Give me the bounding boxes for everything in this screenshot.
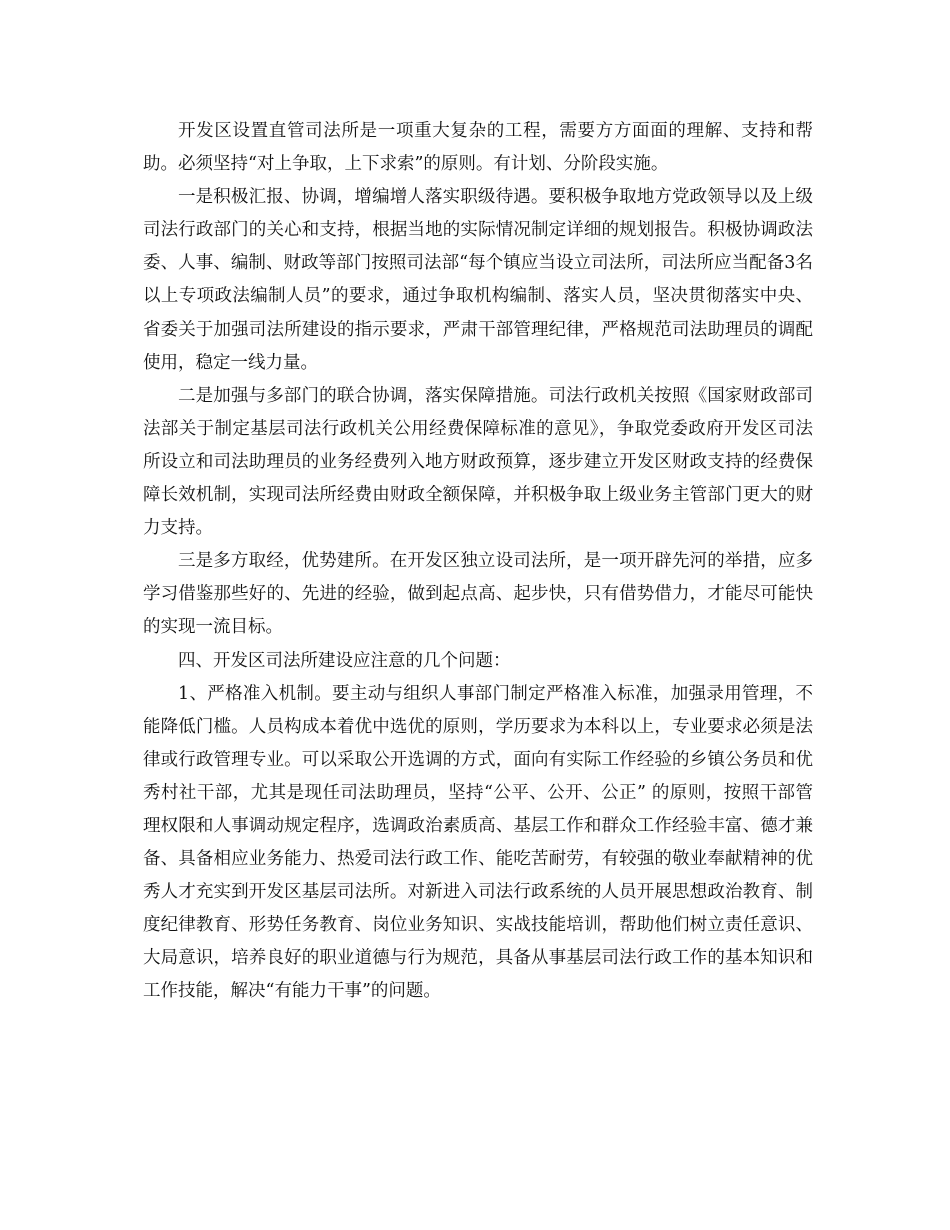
- document-body: [143, 115, 813, 1009]
- paragraph-point-two: 二是加强与多部门的联合协调，落实保障措施。司法行政机关按照《国家财政部司法部关于制定基层司法行政机关公用经费保障标准的意见》，争取党委政府开发区司法所设立和司法助理员的业务经费列入地方财政预算，逐步建立开发区财政支持的经费保障长效机制，实现司法所经费由财政全额保障，并积极争取上级业务主管部门更大的财力支持。: [143, 385, 813, 539]
- section-heading-four: 四、开发区司法所建设应注意的几个问题：: [178, 650, 511, 671]
- paragraph-point-three: 三是多方取经，优势建所。在开发区独立设司法所，是一项开辟先河的举措，应多学习借鉴那些好的、先进的经验，做到起点高、起步快，只有借势借力，才能尽可能快的实现一流目标。: [143, 551, 813, 638]
- paragraph-point-one: 一是积极汇报、协调，增编增人落实职级待遇。要积极争取地方党政领导以及上级司法行政部门的关心和支持，根据当地的实际情况制定详细的规划报告。积极协调政法委、人事、编制、财政等部门按照司法部“每个镇应当设立司法所，司法所应当配备3名以上专项政法编制人员”的要求，通过争取机构编制、落实人员，坚决贯彻落实中央、省委关于加强司法所建设的指示要求，严肃干部管理纪律，严格规范司法助理员的调配使用，稳定一线力量。: [143, 187, 813, 373]
- paragraph-item-one: 1、严格准入机制。要主动与组织人事部门制定严格准入标准，加强录用管理，不能降低门槛。人员构成本着优中选优的原则，学历要求为本科以上，专业要求必须是法律或行政管理专业。可以采取公开选调的方式，面向有实际工作经验的乡镇公务员和优秀村社干部，尤其是现任司法助理员，坚持“公平、公开、公正” 的原则，按照干部管理权限和人事调动规定程序，选调政治素质高、基层工作和群众工作经验丰富、德才兼备、具备相应业务能力、热爱司法行政工作、能吃苦耐劳，有较强的敬业奉献精神的优秀人才充实到开发区基层司法所。对新进入司法行政系统的人员开展思想政治教育、制度纪律教育、形势任务教育、岗位业务知识、实战技能培训，帮助他们树立责任意识、大局意识，培养良好的职业道德与行为规范，具备从事基层司法行政工作的基本知识和工作技能，解决“有能力干事”的问题。: [143, 683, 813, 1002]
- paragraph-intro: 开发区设置直管司法所是一项重大复杂的工程，需要方方面面的理解、支持和帮助。必须坚持“对上争取，上下求索”的原则。有计划、分阶段实施。: [143, 121, 813, 175]
